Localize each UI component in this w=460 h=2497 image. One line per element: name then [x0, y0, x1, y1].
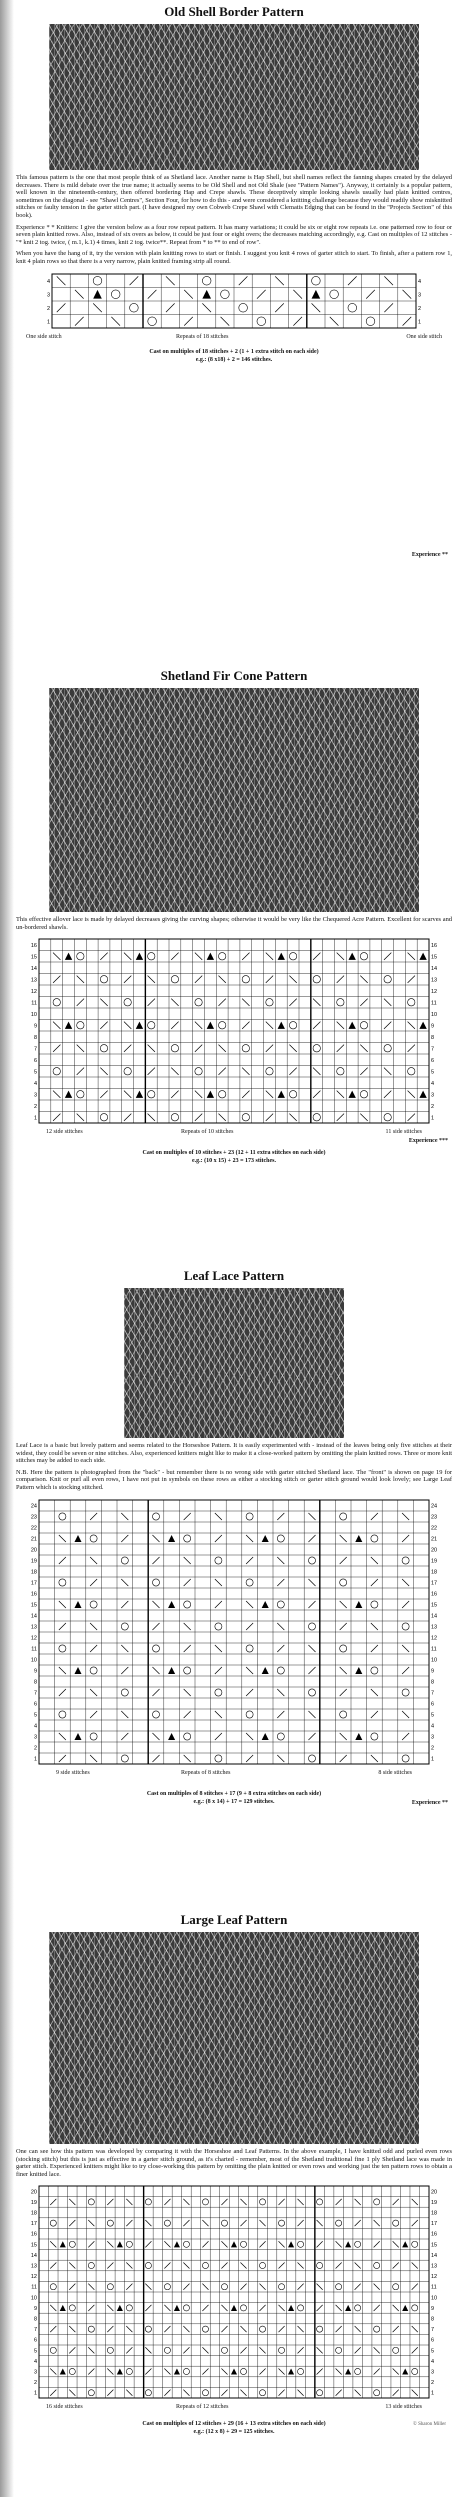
row-number-right: 13: [431, 1624, 438, 1631]
row-number-left: 3: [46, 291, 50, 298]
row-number-left: 10: [30, 1657, 37, 1664]
row-number-left: 16: [30, 1591, 37, 1598]
row-number-right: 11: [431, 2285, 437, 2292]
row-number-right: 7: [431, 2327, 435, 2334]
row-number-left: 3: [33, 2369, 37, 2376]
section-title: Large Leaf Pattern: [180, 1912, 288, 1927]
row-number-right: 12: [431, 2274, 438, 2281]
row-number-left: 13: [30, 1624, 37, 1631]
left-side-label: 9 side stitches: [56, 1769, 90, 1776]
row-number-left: 23: [30, 1514, 37, 1521]
row-number-right: 5: [431, 1712, 435, 1719]
section-title: Old Shell Border Pattern: [164, 4, 304, 19]
row-number-right: 13: [431, 977, 438, 984]
row-number-right: 6: [431, 1057, 435, 1064]
row-number-right: 9: [431, 2306, 435, 2313]
row-number-right: 20: [431, 2189, 438, 2196]
row-number-left: 2: [46, 305, 50, 312]
row-number-right: 19: [431, 2200, 438, 2207]
row-number-left: 13: [30, 977, 37, 984]
row-number-left: 11: [31, 1000, 37, 1007]
right-side-label: One side stitch: [406, 333, 442, 340]
page-binding-shadow: [0, 0, 14, 2497]
row-number-left: 14: [30, 1613, 37, 1620]
row-number-left: 5: [33, 1712, 37, 1719]
row-number-right: 3: [431, 1734, 435, 1741]
cast-on-note: Cast on multiples of 18 stitches + 2 (1 + 1 extra stitch on each side): [149, 348, 319, 355]
row-number-left: 12: [30, 2274, 37, 2281]
cast-on-note: Cast on multiples of 8 stitches + 17 (9 + 8 extra stitches on each side): [146, 1790, 322, 1797]
row-number-right: 12: [431, 1635, 438, 1642]
paragraph: When you have the hang of it, try the version with plain knitting rows to start or finish. I suggest you knit 4 rows of garter stitch to start. To finish, after a pattern row 1, knit 4 plain rows so that there is a very narrow, plain knitted framing strip all round.: [16, 250, 452, 265]
row-number-right: 3: [418, 291, 422, 298]
row-number-right: 13: [431, 2263, 438, 2270]
row-number-left: 7: [33, 1046, 37, 1053]
row-number-left: 17: [30, 1580, 37, 1587]
row-number-right: 10: [431, 1657, 438, 1664]
row-number-right: 15: [431, 1602, 438, 1609]
row-number-left: 4: [33, 1080, 37, 1087]
repeat-label: Repeats of 10 stitches: [181, 1129, 234, 1136]
row-number-left: 5: [33, 1069, 37, 1076]
row-number-left: 11: [31, 1646, 37, 1653]
row-number-left: 6: [33, 2338, 37, 2345]
leaf-lace-photo: [124, 1288, 344, 1438]
row-number-left: 17: [30, 2221, 37, 2228]
row-number-right: 3: [431, 2369, 435, 2376]
knitting-chart-grid: [34, 272, 434, 332]
old-shell-photo: [49, 24, 419, 170]
row-number-right: 2: [431, 2380, 435, 2387]
paragraph: One can see how this pattern was developed by comparing it with the Horseshoe and Leaf Patterns. In the above example, I have knitted odd and purled even rows (stocking stitch) but this is just as effective in a garter stitch ground, as it's charted - remember, most of the Shetland traditional fine 1 ply Shetland lace was made in garter stitch. Experienced knitters might like to try close-working this pattern by omitting the plain knitted or even rows and working just the ten pattern rows to obtain a finer knitted lace.: [16, 2148, 452, 2178]
row-number-right: 1: [418, 318, 422, 325]
row-number-left: 22: [30, 1525, 37, 1532]
row-number-right: 2: [431, 1103, 435, 1110]
row-number-left: 2: [33, 1745, 37, 1752]
chart-labels: [16, 1129, 452, 1139]
row-number-left: 12: [30, 988, 37, 995]
row-number-left: 4: [33, 1723, 37, 1730]
row-number-left: 1: [46, 318, 50, 325]
row-number-left: 18: [30, 1569, 37, 1576]
section-title: Shetland Fir Cone Pattern: [160, 668, 308, 683]
row-number-right: 4: [431, 2359, 435, 2366]
row-number-right: 18: [431, 2210, 438, 2217]
row-number-left: 11: [31, 2285, 37, 2292]
fir-cone-chart: [21, 937, 447, 1127]
row-number-right: 11: [431, 1646, 437, 1653]
chart-labels: [16, 334, 452, 344]
row-number-right: 9: [431, 1668, 435, 1675]
row-number-left: 2: [33, 1103, 37, 1110]
paragraph: This famous pattern is the one that most people think of as Shetland lace. Another name is Hap Shell, but shell names reflect the fanning shapes created by the delayed decreases. There is mild debate over the true name; it actually seems to be Old Shell and not Old Shale (see "Pattern Names"). Anyway, it certainly is a popular pattern, well known in the nineteenth-century, then offered bordering Hap and Crepe shawls. These deceptively simple looking shawls usually had plain knitted centres, sometimes on the diagonal - see "Shawl Centres", Section Four, for how to do this - and were considered a knitting challenge because they would readily show misknitted stitches or faulty tension in the garter stitch part. (I have designed my own Cobweb Crepe Shawl with Clematis Edging that can be found in the "Projects Section" of this book).: [16, 174, 452, 219]
repeat-label: Repeats of 12 stitches: [176, 2404, 229, 2411]
row-number-left: 3: [33, 1734, 37, 1741]
row-number-left: 1: [33, 2391, 37, 2398]
paragraph: Leaf Lace is a basic but lovely pattern and seems related to the Horseshoe Pattern. It is easily experimented with - instead of the leaves being only five stitches at their widest, they could be seven or nine stitches. Also, experienced knitters might like to make it a close-worked pattern by omitting the plain knitted rows. Three or more knit stitches may be added to each side.: [16, 1442, 452, 1465]
row-number-left: 19: [30, 2200, 37, 2207]
row-number-left: 21: [30, 1536, 37, 1543]
row-number-right: 14: [431, 965, 438, 972]
row-number-left: 16: [30, 942, 37, 949]
row-number-right: 4: [431, 1080, 435, 1087]
cast-on-example: e.g.: (8 x 14) + 17 = 129 stitches.: [193, 1798, 275, 1805]
row-number-right: 23: [431, 1514, 438, 1521]
row-number-left: 14: [30, 2253, 37, 2260]
row-number-left: 8: [33, 1034, 37, 1041]
row-number-right: 7: [431, 1690, 435, 1697]
cast-on-note: Cast on multiples of 12 stitches + 29 (16 + 13 extra stitches on each side): [142, 2421, 326, 2428]
knitting-chart-grid: [21, 1498, 447, 1768]
row-number-left: 18: [30, 2210, 37, 2217]
row-number-right: 21: [431, 1536, 438, 1543]
row-number-left: 5: [33, 2348, 37, 2355]
row-number-left: 19: [30, 1558, 37, 1565]
row-number-left: 6: [33, 1701, 37, 1708]
right-side-label: 11 side stitches: [385, 1129, 422, 1136]
row-number-left: 9: [33, 2306, 37, 2313]
row-number-right: 11: [431, 1000, 437, 1007]
row-number-right: 10: [431, 1011, 438, 1018]
large-leaf-chart: [21, 2184, 447, 2402]
row-number-right: 17: [431, 1580, 438, 1587]
row-number-right: 8: [431, 2316, 435, 2323]
row-number-left: 3: [33, 1092, 37, 1099]
row-number-left: 12: [30, 1635, 37, 1642]
row-number-left: 1: [33, 1756, 37, 1763]
right-side-label: 8 side stitches: [378, 1769, 412, 1776]
paragraph: This effective allover lace is made by delayed decreases giving the curving shapes; otherwise it would be very like the Chequered Acre Pattern. Excellent for scarves and un-bordered shawls.: [16, 916, 452, 931]
row-number-left: 4: [33, 2359, 37, 2366]
row-number-left: 13: [30, 2263, 37, 2270]
cast-on-example: e.g.: (8 x18) + 2 = 146 stitches.: [195, 356, 273, 363]
row-number-left: 7: [33, 1690, 37, 1697]
row-number-right: 24: [431, 1503, 438, 1510]
paragraph: N.B. Here the pattern is photographed from the "back" - but remember there is no wrong side with garter stitched Shetland lace. The "front" is shown on page 19 for comparison. Knit or purl all even rows, I have not put in symbols on these rows as either a stocking stitch or garter stitch ground would look lovely; see Large Leaf Pattern which is stocking stitched.: [16, 1468, 452, 1491]
row-number-right: 18: [431, 1569, 438, 1576]
row-number-right: 1: [431, 2391, 435, 2398]
cast-on-note: Cast on multiples of 10 stitches + 23 (12 + 11 extra stitches on each side): [142, 1150, 326, 1157]
leaf-lace-section: [16, 1268, 452, 1806]
row-number-right: 19: [431, 1558, 438, 1565]
large-leaf-section: [16, 1912, 452, 2436]
row-number-left: 15: [30, 1602, 37, 1609]
row-number-right: 9: [431, 1023, 435, 1030]
row-number-right: 5: [431, 1069, 435, 1076]
knitting-chart-grid: [21, 937, 447, 1127]
row-number-right: 16: [431, 942, 438, 949]
row-number-right: 14: [431, 1613, 438, 1620]
row-number-left: 20: [30, 1547, 37, 1554]
row-number-right: 8: [431, 1034, 435, 1041]
paragraph: Experience * * Knitters: I give the version below as a four row repeat pattern. It has many variations; it could be six or eight row repeats i.e. one patterned row to four or seven plain knitted rows. Also, instead of six overs as below, it could be just four or eight overs; the decreases matching accordingly, e.g. Cast on multiples of 12 stitches - "* knit 2 tog. twice, ( m.1, k.1) 4 times, knit 2 tog. twice**. Repeat from * to ** to end of row".: [16, 223, 452, 246]
row-number-right: 3: [431, 1092, 435, 1099]
row-number-right: 17: [431, 2221, 438, 2228]
row-number-left: 7: [33, 2327, 37, 2334]
row-number-left: 15: [30, 2242, 37, 2249]
row-number-left: 15: [30, 954, 37, 961]
experience-rating: Experience **: [411, 552, 448, 558]
row-number-right: 20: [431, 1547, 438, 1554]
row-number-left: 1: [33, 1115, 37, 1122]
row-number-left: 8: [33, 2316, 37, 2323]
row-number-left: 20: [30, 2189, 37, 2196]
row-number-left: 8: [33, 1679, 37, 1686]
row-number-left: 10: [30, 2295, 37, 2302]
row-number-left: 4: [46, 278, 50, 285]
row-number-right: 6: [431, 2338, 435, 2345]
row-number-right: 14: [431, 2253, 438, 2260]
chart-labels: [16, 2404, 452, 2414]
row-number-left: 24: [30, 1503, 37, 1510]
experience-rating: Experience **: [411, 1800, 448, 1806]
large-leaf-photo: [49, 1932, 419, 2144]
row-number-left: 14: [30, 965, 37, 972]
row-number-right: 7: [431, 1046, 435, 1053]
row-number-left: 6: [33, 1057, 37, 1064]
leaf-lace-chart: [21, 1498, 447, 1768]
old-shell-chart: [34, 272, 434, 332]
knitting-chart-grid: [21, 2184, 447, 2402]
row-number-right: 1: [431, 1756, 435, 1763]
old-shell-section: [16, 4, 452, 558]
left-side-label: 16 side stitches: [46, 2404, 83, 2411]
row-number-left: 9: [33, 1668, 37, 1675]
fir-cone-photo: [49, 688, 419, 912]
row-number-left: 16: [30, 2232, 37, 2239]
cast-on-example: e.g.: (10 x 15) + 23 = 173 stitches.: [192, 1158, 276, 1165]
repeat-label: Repeats of 8 stitches: [181, 1769, 231, 1776]
cast-on-example: e.g.: (12 x 8) + 29 = 125 stitches.: [193, 2429, 275, 2436]
experience-rating: Experience ***: [408, 1138, 448, 1144]
row-number-right: 16: [431, 2232, 438, 2239]
fir-cone-section: [16, 668, 452, 1165]
chart-labels: [16, 1770, 452, 1780]
row-number-left: 9: [33, 1023, 37, 1030]
row-number-right: 2: [431, 1745, 435, 1752]
left-side-label: 12 side stitches: [46, 1129, 83, 1136]
row-number-right: 22: [431, 1525, 438, 1532]
row-number-right: 8: [431, 1679, 435, 1686]
row-number-right: 16: [431, 1591, 438, 1598]
right-side-label: 13 side stitches: [385, 2404, 422, 2411]
copyright-mark: © Sharon Miller: [413, 2422, 446, 2427]
row-number-right: 10: [431, 2295, 438, 2302]
row-number-right: 5: [431, 2348, 435, 2355]
row-number-right: 12: [431, 988, 438, 995]
row-number-right: 6: [431, 1701, 435, 1708]
row-number-right: 4: [418, 278, 422, 285]
row-number-right: 4: [431, 1723, 435, 1730]
row-number-left: 10: [30, 1011, 37, 1018]
row-number-left: 2: [33, 2380, 37, 2387]
repeat-label: Repeats of 18 stitches: [176, 333, 229, 340]
section-title: Leaf Lace Pattern: [183, 1268, 285, 1283]
row-number-right: 1: [431, 1115, 435, 1122]
left-side-label: One side stitch: [26, 333, 62, 340]
row-number-right: 15: [431, 954, 438, 961]
row-number-right: 15: [431, 2242, 438, 2249]
row-number-right: 2: [418, 305, 422, 312]
